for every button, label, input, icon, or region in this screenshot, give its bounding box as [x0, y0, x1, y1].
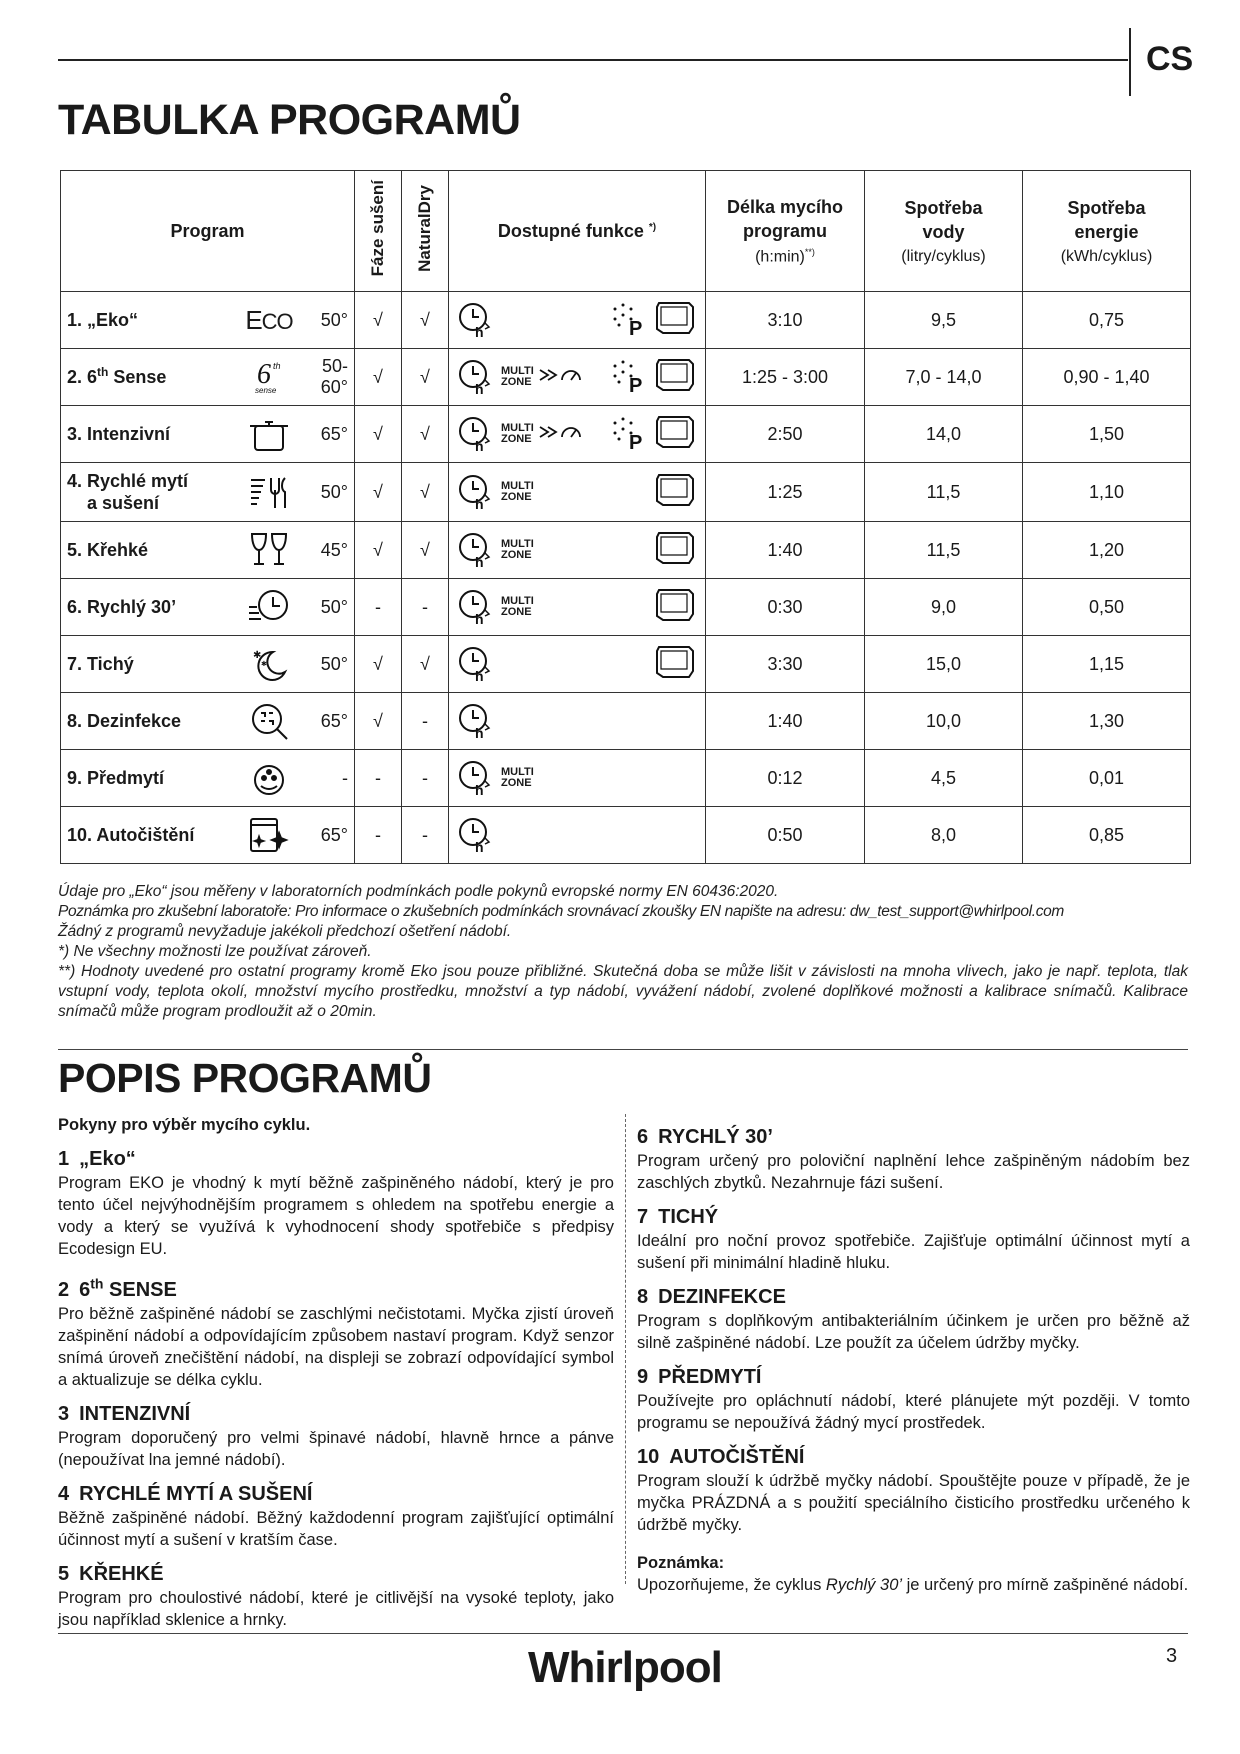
program-description [58, 1561, 614, 1631]
program-description-text: Program pro choulostivé nádobí, které je citlivější na vysoké teploty, jako jsou například sklenice a hrnky. [58, 1588, 614, 1629]
svg-text:h: h [475, 725, 484, 740]
delay-clock-icon [457, 473, 495, 511]
tablet-icon [651, 471, 697, 509]
tablet-icon [651, 643, 697, 681]
table-row [61, 579, 1191, 636]
program-cell [61, 522, 355, 579]
program-name: 2. 6th Sense [67, 365, 167, 388]
note-text: Upozorňujeme, že cyklus Rychlý 30’ je určený pro mírně zašpiněné nádobí. [637, 1576, 1189, 1594]
moon-icon [242, 644, 296, 684]
program-description-text: Program slouží k údržbě myčky nádobí. Spouštějte pouze v případě, že je myčka PRÁZDNÁ a s použití speciálního čisticího prostředku určeného k údržbě myčky. [637, 1472, 1190, 1534]
functions-cell [449, 349, 706, 406]
svg-text:P: P [629, 318, 643, 339]
delay-clock-icon [457, 702, 495, 740]
naturaldry-cell: - [402, 693, 449, 750]
program-table [60, 170, 1191, 864]
glasses-icon [242, 530, 296, 570]
functions-cell [449, 750, 706, 807]
delay-clock-icon [457, 301, 495, 339]
program-temperature: 45° [320, 539, 348, 560]
tablet-icon [651, 299, 697, 337]
program-description-text: Ideální pro noční provoz spotřebiče. Zajišťuje optimální účinnost mytí a sušení při minimální hladině hluku. [637, 1232, 1190, 1272]
energy-cell: 1,10 [1023, 463, 1191, 522]
naturaldry-cell: √ [402, 292, 449, 349]
energy-cell: 1,50 [1023, 406, 1191, 463]
program-description [58, 1146, 614, 1260]
svg-text:P: P [629, 432, 643, 453]
program-temperature: 50-60° [320, 356, 348, 397]
note-line: Žádný z programů nevyžaduje jakékoli předchozí ošetření nádobí. [58, 923, 512, 940]
energy-cell: 0,85 [1023, 807, 1191, 864]
note-line: *) Ne všechny možnosti lze používat zároveň. [58, 943, 372, 960]
page-number: 3 [1166, 1645, 1178, 1667]
program-description-title: 1 „Eko“ [58, 1148, 136, 1170]
drying-cell: √ [355, 349, 402, 406]
table-row [61, 349, 1191, 406]
program-temperature: 50° [320, 309, 348, 330]
sixth-sense-icon [242, 357, 296, 397]
svg-text:6: 6 [257, 359, 271, 390]
program-name: 8. Dezinfekce [67, 710, 182, 731]
note-line: **) Hodnoty uvedené pro ostatní programy kromě Eko jsou pouze přibližné. Skutečná doba se může lišit v závislosti na mnoha vlivech, jako je např. teplota, tlak vstupní vody, teplota okolí, množství mycího prostředku, množství a typ nádobí, vyvážení nádobí, zvolené doplňkové možnosti a kalibrace snímačů. Kalibrace snímačů může program prodloužit až o 20min. [58, 963, 1188, 1020]
program-description-title: 10 AUTOČIŠTĚNÍ [637, 1446, 805, 1468]
svg-text:P: P [629, 375, 643, 396]
program-description-text: Běžně zašpiněné nádobí. Běžný každodenní program zajišťující optimální účinnost mytí a sušení v kratším čase. [58, 1508, 614, 1549]
svg-text:h: h [475, 381, 484, 396]
header-water: Spotřeba vody (litry/cyklus) [865, 171, 1023, 292]
whirlpool-logo: Whirlpool [528, 1643, 722, 1692]
functions-cell [449, 406, 706, 463]
program-description-title: 4 RYCHLÉ MYTÍ A SUŠENÍ [58, 1482, 313, 1505]
header-functions: Dostupné funkce *) [449, 171, 706, 292]
delay-clock-icon [457, 358, 495, 396]
program-description [637, 1364, 1190, 1434]
program-description-title: 8 DEZINFEKCE [637, 1286, 786, 1308]
duration-cell: 3:10 [706, 292, 865, 349]
prewash-icon [242, 758, 296, 798]
power-clean-icon [609, 415, 649, 453]
description-right-column [637, 1114, 1190, 1596]
duration-cell: 0:30 [706, 579, 865, 636]
drying-cell: √ [355, 406, 402, 463]
svg-text:h: h [475, 782, 484, 797]
program-description [637, 1124, 1190, 1194]
header-naturaldry: NaturalDry [402, 171, 449, 292]
pot-icon [242, 414, 296, 454]
duration-cell: 1:40 [706, 522, 865, 579]
program-name: 6. Rychlý 30’ [67, 596, 177, 617]
multizone-icon: MULTI ZONE [501, 595, 534, 618]
program-cell [61, 636, 355, 693]
duration-cell: 0:50 [706, 807, 865, 864]
program-description [637, 1444, 1190, 1536]
program-cell [61, 750, 355, 807]
functions-cell [449, 292, 706, 349]
delay-clock-icon [457, 816, 495, 854]
sensor-icon [538, 422, 582, 442]
multizone-icon: MULTI ZONE [501, 365, 534, 388]
program-description-title: 9 PŘEDMYTÍ [637, 1366, 762, 1388]
sensor-icon [538, 365, 582, 385]
delay-clock-icon [457, 415, 495, 453]
water-cell: 9,5 [865, 292, 1023, 349]
header-energy: Spotřeba energie (kWh/cyklus) [1023, 171, 1191, 292]
functions-cell [449, 636, 706, 693]
duration-cell: 1:40 [706, 693, 865, 750]
program-cell [61, 579, 355, 636]
program-description [58, 1481, 614, 1551]
naturaldry-cell: - [402, 807, 449, 864]
program-description [637, 1204, 1190, 1274]
naturaldry-cell: - [402, 579, 449, 636]
svg-text:h: h [475, 554, 484, 569]
program-name: 1. „Eko“ [67, 309, 139, 330]
program-temperature: 65° [320, 824, 348, 845]
description-left-column [58, 1114, 614, 1631]
multizone-icon: MULTI ZONE [501, 480, 534, 503]
duration-cell: 2:50 [706, 406, 865, 463]
program-temperature: 50° [320, 481, 348, 502]
water-cell: 9,0 [865, 579, 1023, 636]
program-cell [61, 349, 355, 406]
energy-cell: 0,01 [1023, 750, 1191, 807]
program-temperature: 65° [320, 710, 348, 731]
note-block [637, 1552, 1190, 1596]
svg-text:h: h [475, 438, 484, 453]
naturaldry-cell: √ [402, 636, 449, 693]
program-temperature: - [342, 767, 348, 788]
program-description [637, 1284, 1190, 1354]
duration-cell: 3:30 [706, 636, 865, 693]
program-description-text: Program s doplňkovým antibakteriálním účinkem je určen pro běžně až silně zašpiněné nádobí. Lze použít za účelem údržby myčky. [637, 1312, 1190, 1352]
header-drying: Fáze sušení [355, 171, 402, 292]
program-temperature: 50° [320, 596, 348, 617]
water-cell: 7,0 - 14,0 [865, 349, 1023, 406]
program-temperature: 50° [320, 653, 348, 674]
energy-cell: 1,15 [1023, 636, 1191, 693]
cutlery-icon [242, 472, 296, 512]
drying-cell: √ [355, 693, 402, 750]
functions-cell [449, 579, 706, 636]
table-row [61, 292, 1191, 349]
program-cell [61, 292, 355, 349]
header-program: Program [61, 171, 355, 292]
program-cell [61, 406, 355, 463]
table-row [61, 463, 1191, 522]
drying-cell: - [355, 579, 402, 636]
svg-text:✱: ✱ [253, 650, 262, 661]
program-temperature: 65° [320, 423, 348, 444]
multizone-icon: MULTI ZONE [501, 538, 534, 561]
program-name: 5. Křehké [67, 539, 149, 560]
water-cell: 14,0 [865, 406, 1023, 463]
program-description-title: 6 RYCHLÝ 30’ [637, 1126, 773, 1148]
program-description-title: 5 KŘEHKÉ [58, 1562, 164, 1585]
water-cell: 11,5 [865, 522, 1023, 579]
lead-text: Pokyny pro výběr mycího cyklu. [58, 1116, 311, 1134]
program-description-text: Používejte pro opláchnutí nádobí, které plánujete mýt později. V tomto programu se nepoužívá žádný mycí prostředek. [637, 1392, 1190, 1432]
tablet-icon [651, 586, 697, 624]
header-divider [1129, 28, 1131, 96]
program-description [58, 1401, 614, 1471]
duration-cell: 1:25 [706, 463, 865, 522]
naturaldry-cell: √ [402, 349, 449, 406]
drying-cell: √ [355, 463, 402, 522]
program-name: 7. Tichý [67, 653, 134, 674]
program-description-text: Program EKO je vhodný k mytí běžně zašpiněného nádobí, který je pro tento účel nejvýhodnějším programem s ohledem na spotřebu energie a vody a který se využívá k vyhodnocení shody spotřebiče s předpisy Ecodesign EU. [58, 1174, 614, 1258]
water-cell: 10,0 [865, 693, 1023, 750]
duration-cell: 0:12 [706, 750, 865, 807]
program-name: 3. Intenzivní [67, 423, 171, 444]
naturaldry-cell: √ [402, 463, 449, 522]
water-cell: 4,5 [865, 750, 1023, 807]
section-rule [58, 1049, 1188, 1050]
delay-clock-icon [457, 588, 495, 626]
page-title: TABULKA PROGRAMŮ [58, 96, 521, 144]
power-clean-icon [609, 358, 649, 396]
program-cell [61, 807, 355, 864]
energy-cell: 1,30 [1023, 693, 1191, 750]
naturaldry-cell: √ [402, 522, 449, 579]
sanitize-icon [242, 701, 296, 741]
program-cell [61, 463, 355, 522]
svg-text:✱: ✱ [261, 661, 267, 668]
program-name: 10. Autočištění [67, 824, 195, 845]
program-description [58, 1270, 614, 1391]
column-divider [625, 1114, 626, 1584]
functions-cell [449, 463, 706, 522]
program-name: 9. Předmytí [67, 767, 165, 788]
language-code: CS [1146, 40, 1194, 78]
table-row [61, 406, 1191, 463]
water-cell: 8,0 [865, 807, 1023, 864]
tablet-icon [651, 413, 697, 451]
functions-cell [449, 807, 706, 864]
section-title: POPIS PROGRAMŮ [58, 1055, 432, 1101]
eco-icon: ECO [245, 304, 293, 335]
delay-clock-icon [457, 531, 495, 569]
multizone-icon: MULTI ZONE [501, 422, 534, 445]
water-cell: 15,0 [865, 636, 1023, 693]
svg-text:th: th [273, 361, 281, 371]
tablet-icon [651, 529, 697, 567]
table-notes [58, 882, 1188, 1022]
note-line: Údaje pro „Eko“ jsou měřeny v laboratorních podmínkách podle pokynů evropské normy EN 60436:2020. [58, 883, 779, 900]
naturaldry-cell: √ [402, 406, 449, 463]
multizone-icon: MULTI ZONE [501, 766, 534, 789]
drying-cell: √ [355, 636, 402, 693]
power-clean-icon [609, 301, 649, 339]
naturaldry-cell: - [402, 750, 449, 807]
program-description-title: 3 INTENZIVNÍ [58, 1402, 191, 1425]
header-duration: Délka mycího programu (h:min)**) [706, 171, 865, 292]
program-description-text: Pro běžně zašpiněné nádobí se zaschlými nečistotami. Myčka zjistí úroveň zašpinění nádobí a odpovídajícím způsobem nastaví program. Když senzor snímá úroveň znečištění nádobí, na displeji se zobrazí odpovídající symbol a aktualizuje se délka cyklu. [58, 1304, 614, 1389]
program-cell [61, 693, 355, 750]
tablet-icon [651, 356, 697, 394]
program-description-title: 2 6th SENSE [58, 1275, 177, 1301]
svg-text:h: h [475, 324, 484, 339]
table-row [61, 636, 1191, 693]
selfclean-icon [242, 815, 296, 855]
header-rule [58, 59, 1128, 61]
energy-cell: 0,50 [1023, 579, 1191, 636]
drying-cell: - [355, 807, 402, 864]
drying-cell: - [355, 750, 402, 807]
drying-cell: √ [355, 292, 402, 349]
quick-clock-icon [242, 587, 296, 627]
energy-cell: 0,75 [1023, 292, 1191, 349]
note-line: Poznámka pro zkušební laboratoře: Pro informace o zkušebních podmínkách srovnávací zkoušky EN napište na adresu: dw_test_support@whirlpool.com [58, 903, 1064, 920]
table-header-row [61, 171, 1191, 292]
duration-cell: 1:25 - 3:00 [706, 349, 865, 406]
program-description-title: 7 TICHÝ [637, 1206, 719, 1228]
energy-cell: 0,90 - 1,40 [1023, 349, 1191, 406]
functions-cell [449, 693, 706, 750]
svg-text:h: h [475, 496, 484, 511]
svg-text:h: h [475, 668, 484, 683]
svg-text:h: h [475, 839, 484, 854]
note-title: Poznámka: [637, 1554, 725, 1572]
table-row [61, 807, 1191, 864]
program-description-text: Program určený pro poloviční naplnění lehce zašpiněným nádobím bez zaschlých zbytků. Nezahrnuje fázi sušení. [637, 1152, 1190, 1192]
table-row [61, 750, 1191, 807]
svg-text:h: h [475, 611, 484, 626]
footer-rule [58, 1633, 1188, 1634]
functions-cell [449, 522, 706, 579]
energy-cell: 1,20 [1023, 522, 1191, 579]
delay-clock-icon [457, 759, 495, 797]
delay-clock-icon [457, 645, 495, 683]
table-row [61, 693, 1191, 750]
table-row [61, 522, 1191, 579]
svg-text:sense: sense [255, 386, 277, 395]
drying-cell: √ [355, 522, 402, 579]
program-name: 4. Rychlé mytí a sušení [67, 470, 189, 513]
program-description-text: Program doporučený pro velmi špinavé nádobí, hlavně hrnce a pánve (nepoužívat lna jemné nádobí). [58, 1428, 614, 1469]
water-cell: 11,5 [865, 463, 1023, 522]
